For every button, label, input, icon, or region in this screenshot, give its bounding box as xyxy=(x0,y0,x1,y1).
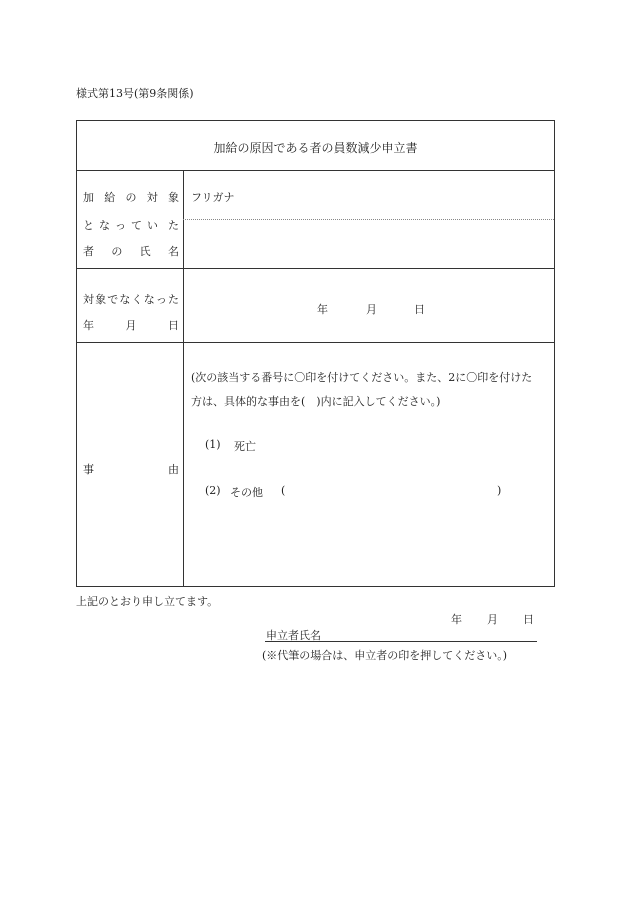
furigana-label: フリガナ xyxy=(191,191,235,204)
label-char: の xyxy=(125,191,137,204)
label-char: た xyxy=(167,293,179,306)
furigana-divider xyxy=(183,219,554,220)
label-char: 象 xyxy=(168,191,179,204)
statement-text: 上記のとおり申し立てます。 xyxy=(76,595,219,608)
date-label-text xyxy=(83,317,179,333)
date-label-line-2 xyxy=(83,317,179,333)
form-number-label: 様式第13号(第9条関係) xyxy=(76,87,194,100)
row-divider xyxy=(77,268,554,269)
name-label-text xyxy=(83,243,179,259)
label-char: っ xyxy=(155,293,167,306)
label-char: い xyxy=(147,219,158,232)
label-char: な xyxy=(143,293,155,306)
label-char: 給 xyxy=(104,191,116,204)
name-label-text xyxy=(83,217,179,233)
label-char: の xyxy=(111,245,123,258)
paren-close: ) xyxy=(497,484,502,497)
name-label-line-3 xyxy=(83,243,179,259)
label-char: な xyxy=(119,293,131,306)
reason-instruction-1: (次の該当する番号に〇印を付けてください。また、2に〇印を付けた xyxy=(191,371,533,384)
date-day[interactable]: 日 xyxy=(414,303,425,316)
signature-line xyxy=(265,641,537,642)
footer-day[interactable]: 日 xyxy=(523,613,534,626)
label-char: た xyxy=(168,219,179,232)
footer-month[interactable]: 月 xyxy=(487,613,498,626)
label-char: な xyxy=(99,219,110,232)
reason-instruction-2: 方は、具体的な事由を( )内に記入してください。) xyxy=(191,395,441,408)
label-char: 氏 xyxy=(139,245,151,258)
label-char: 象 xyxy=(95,293,107,306)
name-label-line-1 xyxy=(83,189,179,205)
name-field[interactable] xyxy=(187,223,547,265)
row-divider xyxy=(77,342,554,343)
label-char: 月 xyxy=(125,319,137,332)
label-char: 名 xyxy=(167,245,179,258)
proxy-note: (※代筆の場合は、申立者の印を押してください。) xyxy=(262,649,508,662)
date-label-text xyxy=(83,291,179,307)
option-1-number: (1) xyxy=(205,438,221,451)
date-month[interactable]: 月 xyxy=(366,303,377,316)
label-char: 者 xyxy=(83,245,94,258)
label-char: 対 xyxy=(83,293,94,306)
column-divider xyxy=(183,170,184,586)
label-char: と xyxy=(83,219,94,232)
label-char: っ xyxy=(115,219,126,232)
row-divider xyxy=(77,170,554,171)
label-char: 加 xyxy=(83,191,94,204)
option-1-text[interactable]: 死亡 xyxy=(234,440,256,453)
other-reason-field[interactable] xyxy=(291,481,493,499)
label-char: で xyxy=(107,293,119,306)
application-form-table xyxy=(76,120,555,587)
paren-open: ( xyxy=(281,484,286,497)
name-label-line-2 xyxy=(83,217,179,233)
reason-label-left: 事 xyxy=(83,463,94,476)
label-char: 日 xyxy=(168,319,179,332)
date-label-line-1 xyxy=(83,291,179,307)
option-2-text[interactable]: その他 xyxy=(230,486,263,499)
label-char: く xyxy=(131,293,143,306)
option-2-number: (2) xyxy=(205,484,221,497)
footer-year[interactable]: 年 xyxy=(451,613,462,626)
label-char: 年 xyxy=(83,319,94,332)
applicant-label: 申立者氏名 xyxy=(266,629,321,642)
label-char: 対 xyxy=(146,191,158,204)
reason-label-right: 由 xyxy=(168,463,179,476)
name-label-text xyxy=(83,189,179,205)
label-char: て xyxy=(131,219,142,232)
furigana-field[interactable] xyxy=(187,173,547,215)
form-title: 加給の原因である者の員数減少申立書 xyxy=(213,141,418,155)
date-year[interactable]: 年 xyxy=(317,303,328,316)
applicant-name-field[interactable] xyxy=(330,626,535,640)
